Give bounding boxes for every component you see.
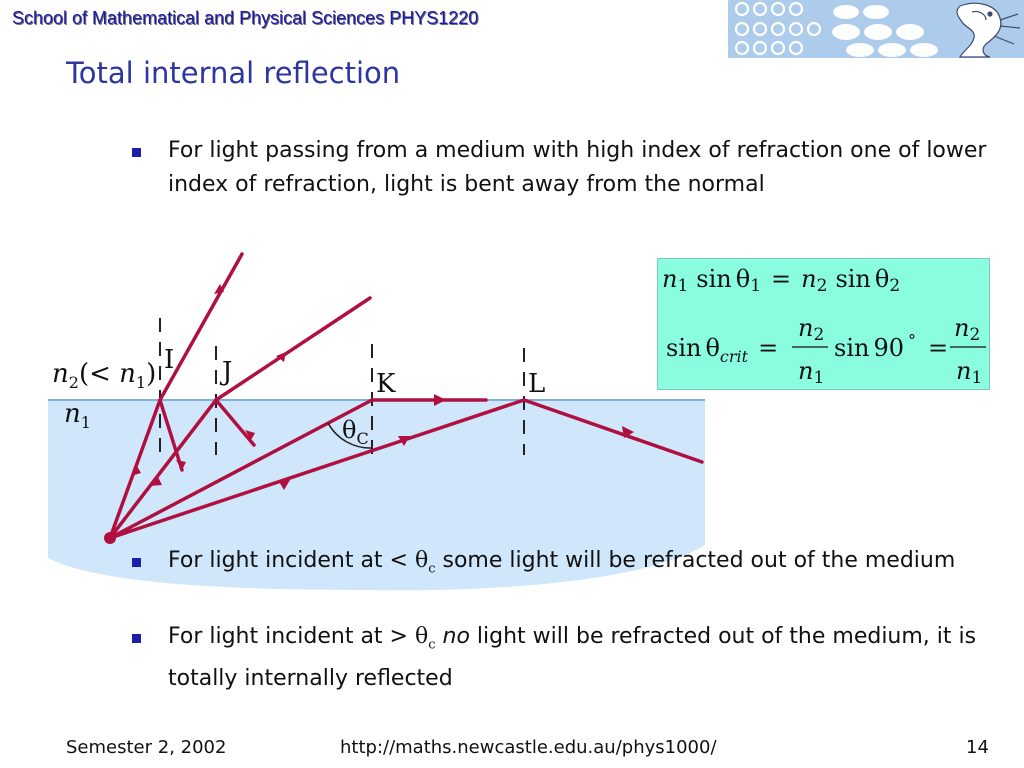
footer-page-number: 14	[966, 737, 989, 758]
bullet-text	[168, 620, 988, 696]
eq2-equals1: =	[758, 334, 779, 362]
eq1-sin1: sin	[696, 265, 732, 293]
eq2-frac2-num-n: n	[954, 314, 970, 342]
bullet-item	[128, 620, 988, 696]
svg-text:n1	[798, 357, 824, 388]
svg-text:sinθcrit=	[666, 334, 778, 366]
bullet-square-icon	[132, 558, 141, 567]
eq2-frac2-num-sub: 2	[969, 325, 981, 345]
svg-text:n2(< n1)	[52, 359, 156, 392]
footer-url[interactable]: http://maths.newcastle.edu.au/phys1000/	[340, 737, 717, 758]
footer-semester: Semester 2, 2002	[66, 737, 227, 758]
university-logo	[728, 0, 1024, 58]
eq1-theta2-sub: 2	[889, 276, 901, 296]
eq1-n2: n	[801, 265, 817, 293]
bullet-text: For light passing from a medium with high index of refraction one of lower index of refraction, light is bent away from the normal	[168, 138, 987, 197]
point-I-label: I	[164, 345, 175, 375]
svg-text:n2	[798, 314, 824, 345]
bullet-square-icon	[132, 634, 141, 643]
label-n2-close: )	[146, 359, 157, 389]
bullet-square-icon	[132, 148, 141, 157]
label-n2-rel: (<	[78, 359, 120, 389]
bullet-item	[128, 134, 988, 202]
eq1-theta1: θ	[735, 265, 751, 293]
school-header: School of Mathematical and Physical Sciences PHYS1220	[12, 8, 479, 28]
bullet3-no: no	[442, 624, 470, 649]
bullet3-pre: For light incident at >	[168, 624, 415, 649]
refracted-ray-J	[216, 298, 370, 400]
eq2-theta: θ	[705, 334, 720, 362]
point-J-label: J	[222, 357, 233, 387]
light-source-point	[104, 532, 116, 544]
bullet-text	[168, 544, 988, 586]
bullet3-post: light will be refracted out of the medium, it is totally internally reflected	[168, 624, 977, 692]
theta-c-symbol: $\theta_c$	[414, 548, 436, 577]
eq2-ninety: 90	[873, 334, 904, 362]
svg-text:n2	[954, 314, 980, 345]
label-n2-sub: 2	[68, 373, 79, 392]
eq2-frac1-den-n: n	[798, 357, 814, 385]
eq2-crit-sub: crit	[719, 347, 749, 366]
point-L-label: L	[528, 369, 546, 399]
snell-law-equations	[657, 258, 990, 390]
eq2-sin: sin	[666, 334, 702, 362]
eq2-frac1-num-sub: 2	[813, 325, 825, 345]
eq1-equals: =	[771, 265, 792, 293]
point-K-label: K	[376, 369, 396, 399]
eq2-sin90: sin	[834, 334, 870, 362]
label-n1-inline-sub: 1	[135, 373, 147, 392]
svg-text:n1	[956, 357, 982, 388]
label-n2: n	[52, 359, 69, 389]
bullet-item	[128, 544, 988, 586]
eq2-frac2-den-n: n	[956, 357, 972, 385]
angle-c-sub: C	[356, 429, 369, 448]
label-n1-inline: n	[119, 359, 136, 389]
eq2-frac2-den-sub: 1	[971, 368, 983, 388]
bullet2-pre: For light incident at <	[168, 548, 415, 573]
eq1-n1: n	[662, 265, 678, 293]
theta-c-symbol: $\theta_c$	[414, 624, 436, 653]
angle-theta-label: θ	[342, 416, 357, 444]
eq1-n1-sub: 1	[677, 276, 689, 296]
eq2-frac1-num-n: n	[798, 314, 814, 342]
label-n1-sub: 1	[80, 413, 91, 432]
label-n1: n	[64, 399, 81, 429]
bullet2-post: some light will be refracted out of the medium	[435, 548, 956, 573]
eq1-theta2: θ	[874, 265, 890, 293]
svg-text:n1sinθ1=n2sinθ2	[662, 265, 900, 296]
eq2-frac1-den-sub: 1	[813, 368, 825, 388]
eq2-equals2: =	[928, 334, 949, 362]
eq2-degree: °	[908, 331, 916, 350]
slide-title: Total internal reflection	[66, 56, 401, 90]
eq1-n2-sub: 2	[816, 276, 828, 296]
eq1-theta1-sub: 1	[750, 276, 762, 296]
svg-text:sin90°=	[834, 331, 948, 362]
eq1-sin2: sin	[835, 265, 871, 293]
